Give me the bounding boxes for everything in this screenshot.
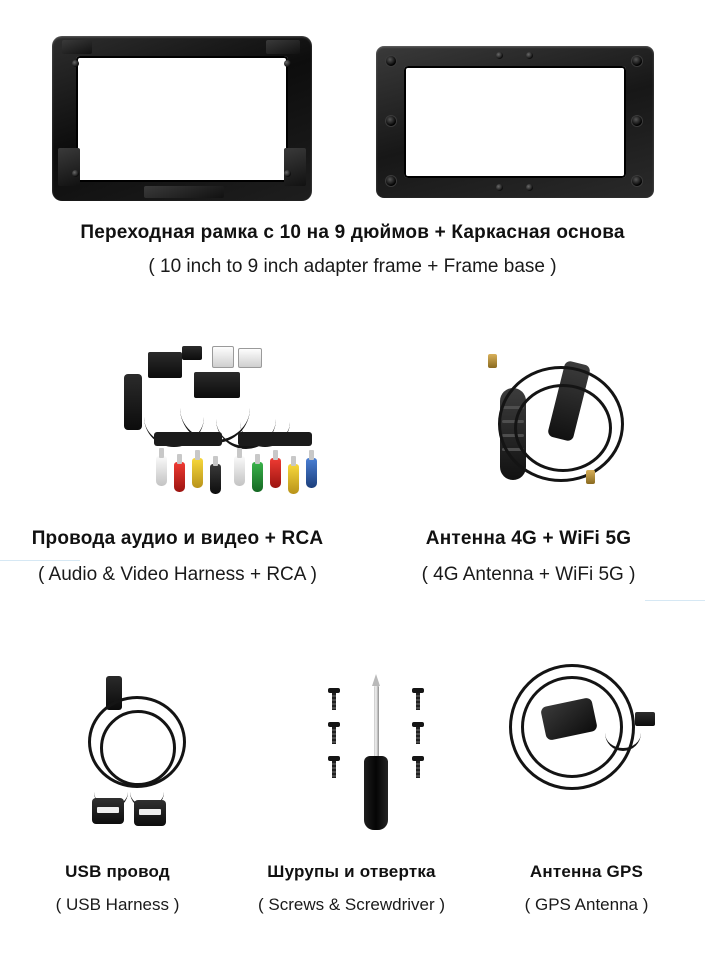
adapter-frame-image: [52, 36, 312, 201]
caption-adapter-frame: [0, 222, 705, 279]
av-harness-image: [120, 340, 380, 510]
caption-row2: [0, 528, 705, 587]
adapter-frame-label-en: ( 10 inch to 9 inch adapter frame + Frame base ): [148, 255, 557, 277]
screws-screwdriver-label-ru: Шурупы и отвертка: [267, 862, 436, 881]
gps-antenna-image: [495, 658, 680, 838]
antenna-4g-image: [470, 336, 700, 511]
usb-harness-image: [70, 670, 240, 840]
decorative-hairline-right: [645, 600, 705, 601]
row-usb-tools-gps: [0, 650, 705, 845]
caption-row3: [0, 862, 705, 916]
usb-harness-label-ru: USB провод: [65, 862, 170, 881]
adapter-frame-window: [76, 56, 288, 182]
av-harness-label-ru: Провода аудио и видео + RCA: [31, 528, 324, 549]
screws-screwdriver-label-en: ( Screws & Screwdriver ): [257, 895, 446, 915]
frame-base-image: [376, 46, 654, 198]
screws-screwdriver-image: [300, 660, 460, 840]
antenna-4g-label-en: ( 4G Antenna + WiFi 5G ): [421, 563, 636, 585]
row-harness-antenna: [0, 330, 705, 510]
adapter-frame-label-ru: Переходная рамка с 10 на 9 дюймов + Каркасная основа: [80, 222, 625, 243]
av-harness-label-en: ( Audio & Video Harness + RCA ): [38, 563, 317, 585]
gps-antenna-label-ru: Антенна GPS: [529, 862, 644, 881]
usb-harness-label-en: ( USB Harness ): [55, 895, 180, 915]
row-frames: [0, 24, 705, 204]
frame-base-window: [404, 66, 626, 178]
gps-antenna-label-en: ( GPS Antenna ): [524, 895, 649, 915]
antenna-4g-label-ru: Антенна 4G + WiFi 5G: [425, 528, 632, 549]
